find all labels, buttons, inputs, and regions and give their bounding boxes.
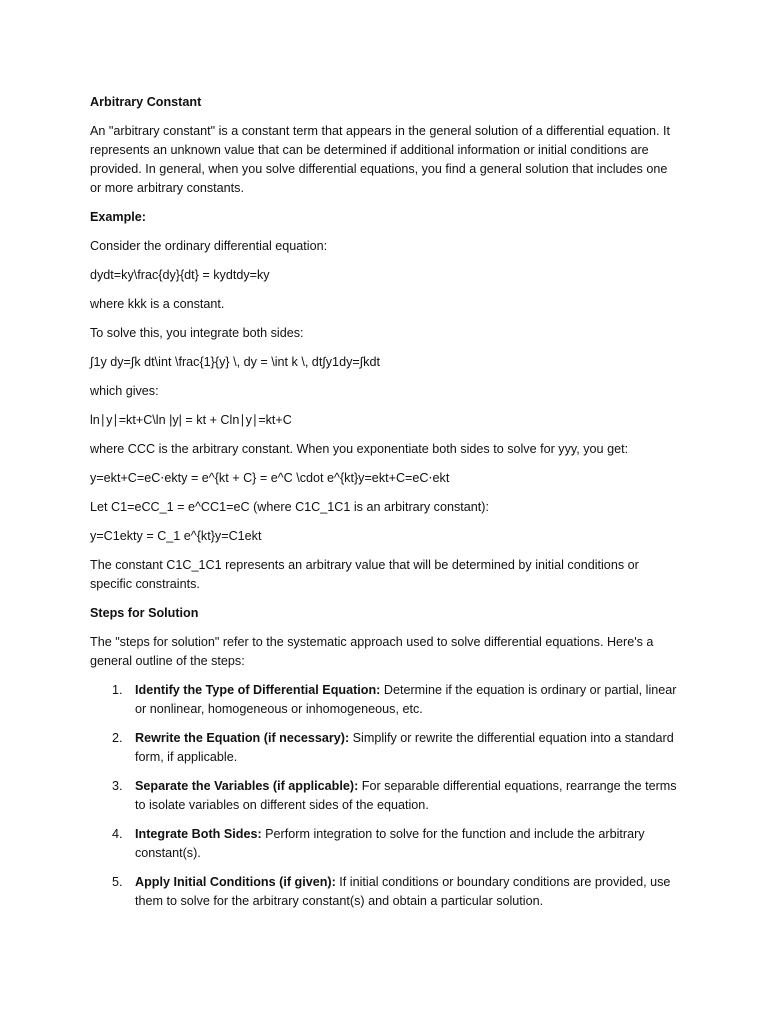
step-item bbox=[90, 729, 680, 767]
step-text: Determine if the equation is ordinary or partial, linear or nonlinear, homogeneous or inhomogeneous, etc. bbox=[135, 683, 677, 716]
equation-line: dydt=ky\frac{dy}{dt} = kydtdy=ky bbox=[90, 268, 270, 282]
step-term: Identify the Type of Differential Equation: bbox=[135, 683, 381, 697]
section-title: Arbitrary Constant bbox=[90, 95, 202, 109]
step-item bbox=[90, 825, 680, 863]
equation-line: ∫1y dy=∫k dt\int \frac{1}{y} \, dy = \int k \, dt∫y1dy=∫kdt bbox=[90, 355, 380, 369]
example-heading: Example: bbox=[90, 210, 146, 224]
example-line: Consider the ordinary differential equation: bbox=[90, 239, 328, 253]
steps-heading: Steps for Solution bbox=[90, 606, 199, 620]
step-item bbox=[90, 873, 680, 911]
equation-line: y=ekt+C=eC⋅ekty = e^{kt + C} = e^C \cdot e^{kt}y=ekt+C=eC⋅ekt bbox=[90, 471, 450, 485]
steps-intro-paragraph: The "steps for solution" refer to the systematic approach used to solve differential equations. Here's a general outline of the steps: bbox=[90, 635, 654, 668]
step-item bbox=[90, 777, 680, 815]
step-text: Perform integration to solve for the function and include the arbitrary constant(s). bbox=[135, 827, 645, 860]
step-text: For separable differential equations, rearrange the terms to isolate variables on different sides of the equation. bbox=[135, 779, 677, 812]
equation-line: ln∣y∣=kt+C\ln |y| = kt + Cln∣y∣=kt+C bbox=[90, 413, 292, 427]
intro-paragraph: An "arbitrary constant" is a constant term that appears in the general solution of a differential equation. It represents an unknown value that can be determined if additional information or initial conditions are provided. In general, when you solve differential equations, you find a general solution that includes one or more arbitrary constants. bbox=[90, 124, 670, 195]
step-text: Simplify or rewrite the differential equation into a standard form, if applicable. bbox=[135, 731, 674, 764]
example-line: which gives: bbox=[90, 384, 159, 398]
step-number: 5. bbox=[112, 875, 123, 889]
step-number: 2. bbox=[112, 731, 123, 745]
example-line: where CCC is the arbitrary constant. When you exponentiate both sides to solve for yyy, you get: bbox=[90, 442, 629, 456]
step-term: Rewrite the Equation (if necessary): bbox=[135, 731, 350, 745]
example-line: where kkk is a constant. bbox=[90, 297, 225, 311]
step-term: Integrate Both Sides: bbox=[135, 827, 262, 841]
example-line: The constant C1C_1C1 represents an arbitrary value that will be determined by initial conditions or specific constraints. bbox=[90, 558, 639, 591]
document-body bbox=[90, 93, 680, 921]
example-line: To solve this, you integrate both sides: bbox=[90, 326, 304, 340]
step-term: Apply Initial Conditions (if given): bbox=[135, 875, 336, 889]
step-number: 3. bbox=[112, 779, 123, 793]
equation-line: y=C1ekty = C_1 e^{kt}y=C1ekt bbox=[90, 529, 262, 543]
step-number: 1. bbox=[112, 683, 123, 697]
step-text: If initial conditions or boundary conditions are provided, use them to solve for the arbitrary constant(s) and obtain a particular solution. bbox=[135, 875, 671, 908]
step-item bbox=[90, 681, 680, 719]
step-number: 4. bbox=[112, 827, 123, 841]
step-term: Separate the Variables (if applicable): bbox=[135, 779, 359, 793]
steps-list bbox=[90, 681, 680, 911]
example-line: Let C1=eCC_1 = e^CC1=eC (where C1C_1C1 is an arbitrary constant): bbox=[90, 500, 489, 514]
